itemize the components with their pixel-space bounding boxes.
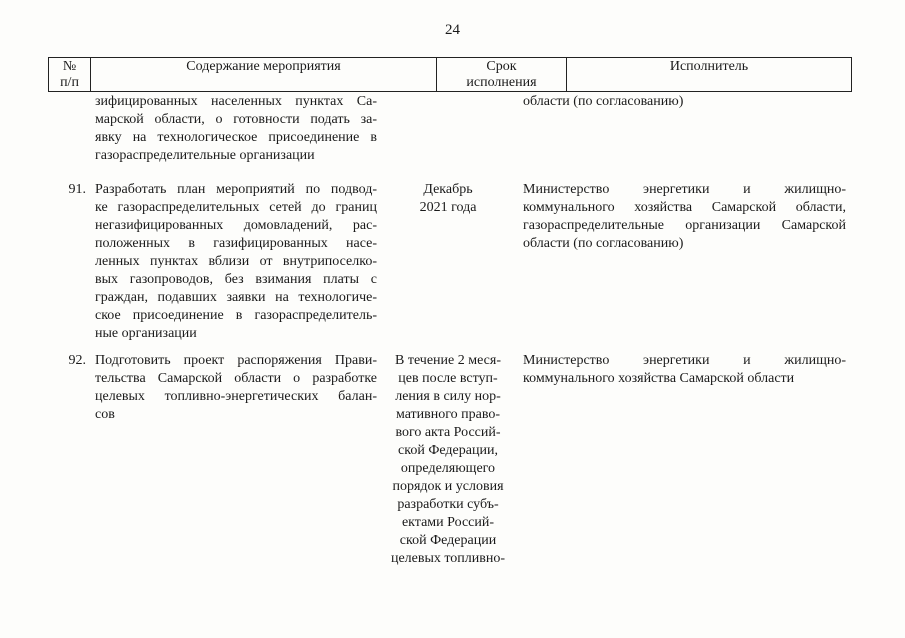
content-line: ленных пунктах вблизи от внутрипоселко- — [95, 254, 377, 269]
executor-line: Министерство энергетики и жилищно- — [523, 182, 846, 197]
row-executor — [523, 352, 846, 388]
row-content — [95, 352, 377, 424]
content-line: ское присоединение в газораспределитель- — [95, 308, 377, 323]
content-line: ные организации — [95, 326, 197, 341]
term-line: целевых топливно- — [390, 551, 506, 566]
header-col-term — [437, 58, 567, 91]
content-line: положенных в газифицированных насе- — [95, 236, 377, 251]
header-term-line: Срок — [486, 59, 517, 74]
table-header — [48, 57, 852, 92]
row-content — [95, 181, 377, 343]
row-term — [380, 352, 516, 568]
term-line: вого акта Россий- — [395, 425, 501, 440]
content-line: сов — [95, 407, 115, 422]
content-line: явку на технологическое присоединение в — [95, 130, 377, 145]
content-line: ке газораспределительных сетей до границ — [95, 200, 377, 215]
executor-line: газораспределительные организации Самарской — [523, 218, 846, 233]
row-executor — [523, 93, 846, 111]
term-line: порядок и условия — [392, 479, 504, 494]
content-line: целевых топливно-энергетических балан- — [95, 389, 377, 404]
row-content — [95, 93, 377, 165]
content-line: марской области, о готовности подать за- — [95, 112, 377, 127]
content-line: вых газопроводов, без взимания платы с — [95, 272, 377, 287]
term-line: ектами Россий- — [401, 515, 495, 530]
term-line: В течение 2 меся- — [394, 353, 501, 368]
header-col-executor: Исполнитель — [669, 59, 749, 74]
content-line: Разработать план мероприятий по подвод- — [95, 182, 377, 197]
content-line: граждан, подавших заявки на технологиче- — [95, 290, 377, 305]
row-executor — [523, 181, 846, 253]
row-number: 91. — [68, 182, 86, 197]
term-line: Декабрь — [423, 182, 473, 197]
page-number: 24 — [445, 22, 460, 38]
term-line: 2021 года — [419, 200, 477, 215]
header-col-content: Содержание мероприятия — [91, 58, 437, 91]
row-number: 92. — [68, 353, 86, 368]
term-line: мативного право- — [395, 407, 501, 422]
term-line: цев после вступ- — [398, 371, 498, 386]
term-line: ской Федерации, — [398, 443, 498, 458]
executor-line: коммунального хозяйства Самарской области — [523, 371, 795, 386]
executor-line: Министерство энергетики и жилищно- — [523, 353, 846, 368]
term-line: ской Федерации — [399, 533, 497, 548]
content-line: негазифицированных домовладений, рас- — [95, 218, 377, 233]
executor-line: области (по согласованию) — [523, 94, 684, 109]
content-line: газораспределительные организации — [95, 148, 315, 163]
executor-line: коммунального хозяйства Самарской области, — [523, 200, 846, 215]
header-col-number — [49, 58, 91, 91]
executor-line: области (по согласованию) — [523, 236, 684, 251]
header-number-line: п/п — [60, 75, 79, 90]
content-line: Подготовить проект распоряжения Прави- — [95, 353, 377, 368]
content-line: зифицированных населенных пунктах Са- — [95, 94, 377, 109]
term-line: разработки субъ- — [397, 497, 499, 512]
content-line: тельства Самарской области о разработке — [95, 371, 377, 386]
header-term-line: исполнения — [466, 75, 537, 90]
row-term — [380, 181, 516, 217]
term-line: ления в силу нор- — [395, 389, 501, 404]
term-line: определяющего — [400, 461, 496, 476]
header-number-line: № — [62, 59, 77, 74]
